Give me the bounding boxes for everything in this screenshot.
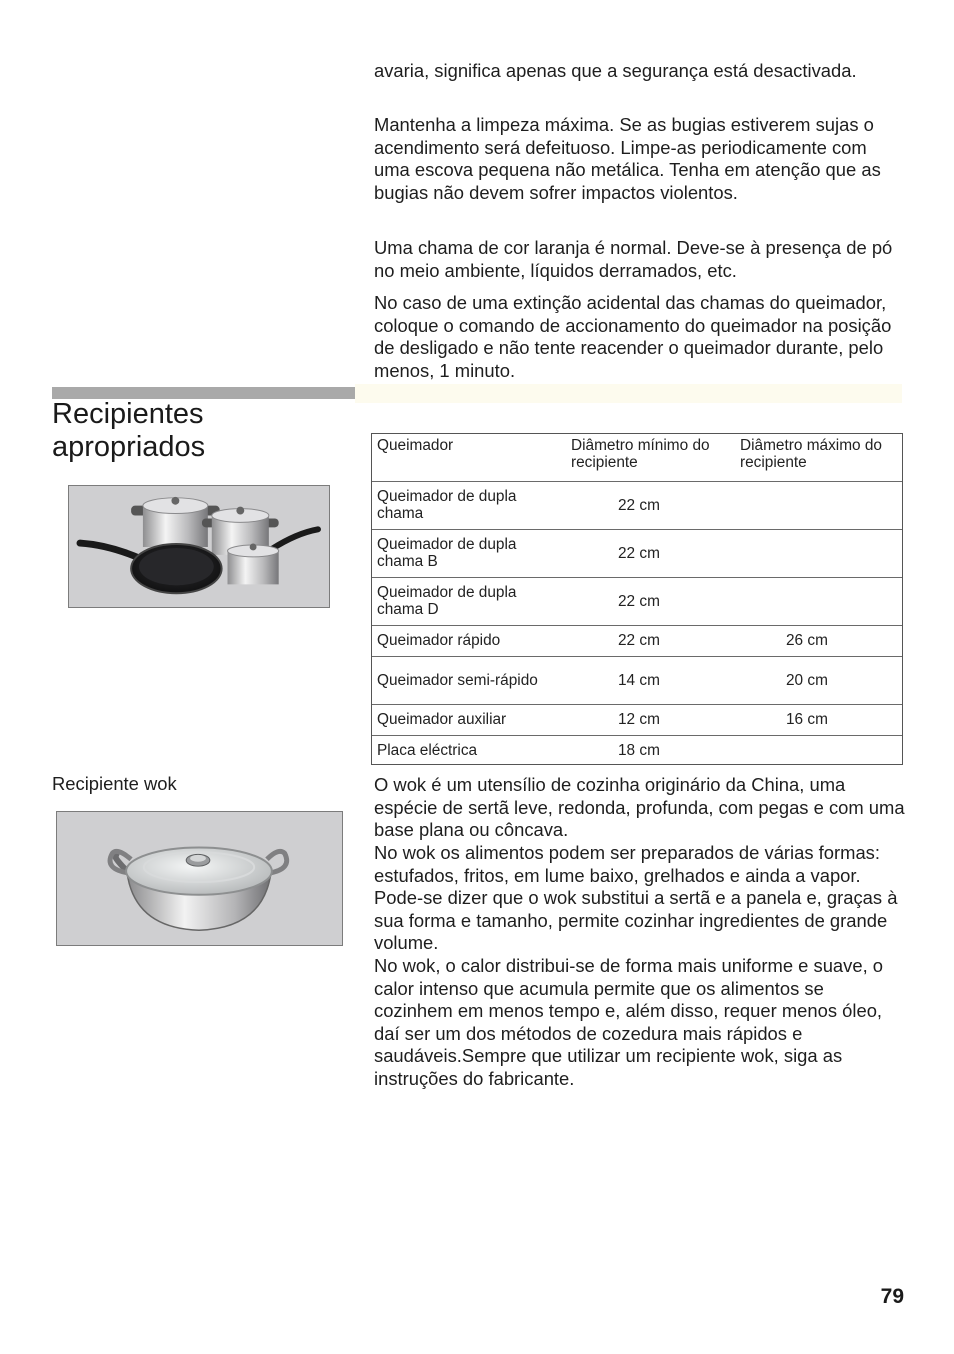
burner-table [371, 433, 903, 765]
table-header: Diâmetro mínimo do recipiente [565, 433, 734, 481]
table-row [371, 735, 903, 765]
cookware-illustration [69, 486, 329, 607]
wok-image [56, 811, 343, 946]
intro-paragraph-2: Mantenha a limpeza máxima. Se as bugias estiverem sujas o acendimento será defeituoso. Limpe-as periodicamente com uma escova pequena não metálica. Tenha em atenção que as bugias não devem sofrer impactos violentos. [374, 114, 881, 203]
table-cell: Placa eléctrica [377, 741, 478, 759]
table-cell: 16 cm [734, 704, 903, 735]
table-cell [734, 529, 903, 577]
table-cell: 22 cm [565, 529, 734, 577]
table-row [371, 656, 903, 704]
table-row [371, 625, 903, 656]
table-row [371, 577, 903, 625]
table-cell: Queimador semi-rápido [371, 656, 565, 704]
table-cell: Queimador de dupla chama [371, 481, 565, 529]
table-cell: 18 cm [618, 741, 660, 759]
table-cell: Queimador de dupla chama D [371, 577, 565, 625]
table-row [371, 529, 903, 577]
table-cell: Queimador auxiliar [371, 704, 565, 735]
section-rule-highlight [355, 384, 902, 403]
wok-illustration [57, 812, 342, 945]
page-number: 79 [880, 1285, 904, 1308]
intro-paragraph-1: avaria, significa apenas que a segurança está desactivada. [374, 60, 857, 81]
table-header: Diâmetro máximo do recipiente [734, 433, 903, 481]
wok-paragraph-1: O wok é um utensílio de cozinha originário da China, uma espécie de sertã leve, redonda, profunda, com pegas e com uma base plana ou côncava. [374, 774, 905, 841]
intro-paragraph-4: No caso de uma extinção acidental das chamas do queimador, coloque o comando de accionamento do queimador na posição de desligado e não tente reacender o queimador durante, pelo menos, 1 minuto. [374, 292, 892, 381]
wok-paragraph-3: No wok, o calor distribui-se de forma mais uniforme e suave, o calor intenso que acumula permite que os alimentos se cozinhem em menos tempo e, além disso, requer menos óleo, daí ser um dos métodos de cozedura mais rápidos e saudáveis.Sempre que utilizar um recipiente wok, siga as instruções do fabricante. [374, 955, 884, 1089]
table-cell [734, 735, 903, 765]
table-header: Queimador [371, 433, 565, 481]
section-title: Recipientes apropriados [52, 398, 206, 463]
table-cell: 22 cm [565, 577, 734, 625]
table-cell: 22 cm [565, 481, 734, 529]
table-row [371, 704, 903, 735]
table-cell [734, 577, 903, 625]
intro-paragraph-3: Uma chama de cor laranja é normal. Deve-se à presença de pó no meio ambiente, líquidos derramados, etc. [374, 237, 893, 281]
table-cell: 22 cm [565, 625, 734, 656]
wok-label: Recipiente wok [52, 773, 177, 794]
table-cell: Queimador rápido [371, 625, 565, 656]
table-cell: 20 cm [734, 656, 903, 704]
table-cell: 14 cm [565, 656, 734, 704]
table-cell [734, 481, 903, 529]
table-cell: 12 cm [565, 704, 734, 735]
cookware-image [68, 485, 330, 608]
table-cell: 26 cm [734, 625, 903, 656]
wok-paragraph-2: No wok os alimentos podem ser preparados de várias formas: estufados, fritos, em lume baixo, grelhados e ainda a vapor. Pode-se dizer que o wok substitui a sertã e a panela e, graças à sua forma e tamanho, permite cozinhar ingredientes de grande volume. [374, 842, 898, 954]
table-row [371, 481, 903, 529]
table-header-row [371, 433, 903, 481]
table-cell: Queimador de dupla chama B [371, 529, 565, 577]
